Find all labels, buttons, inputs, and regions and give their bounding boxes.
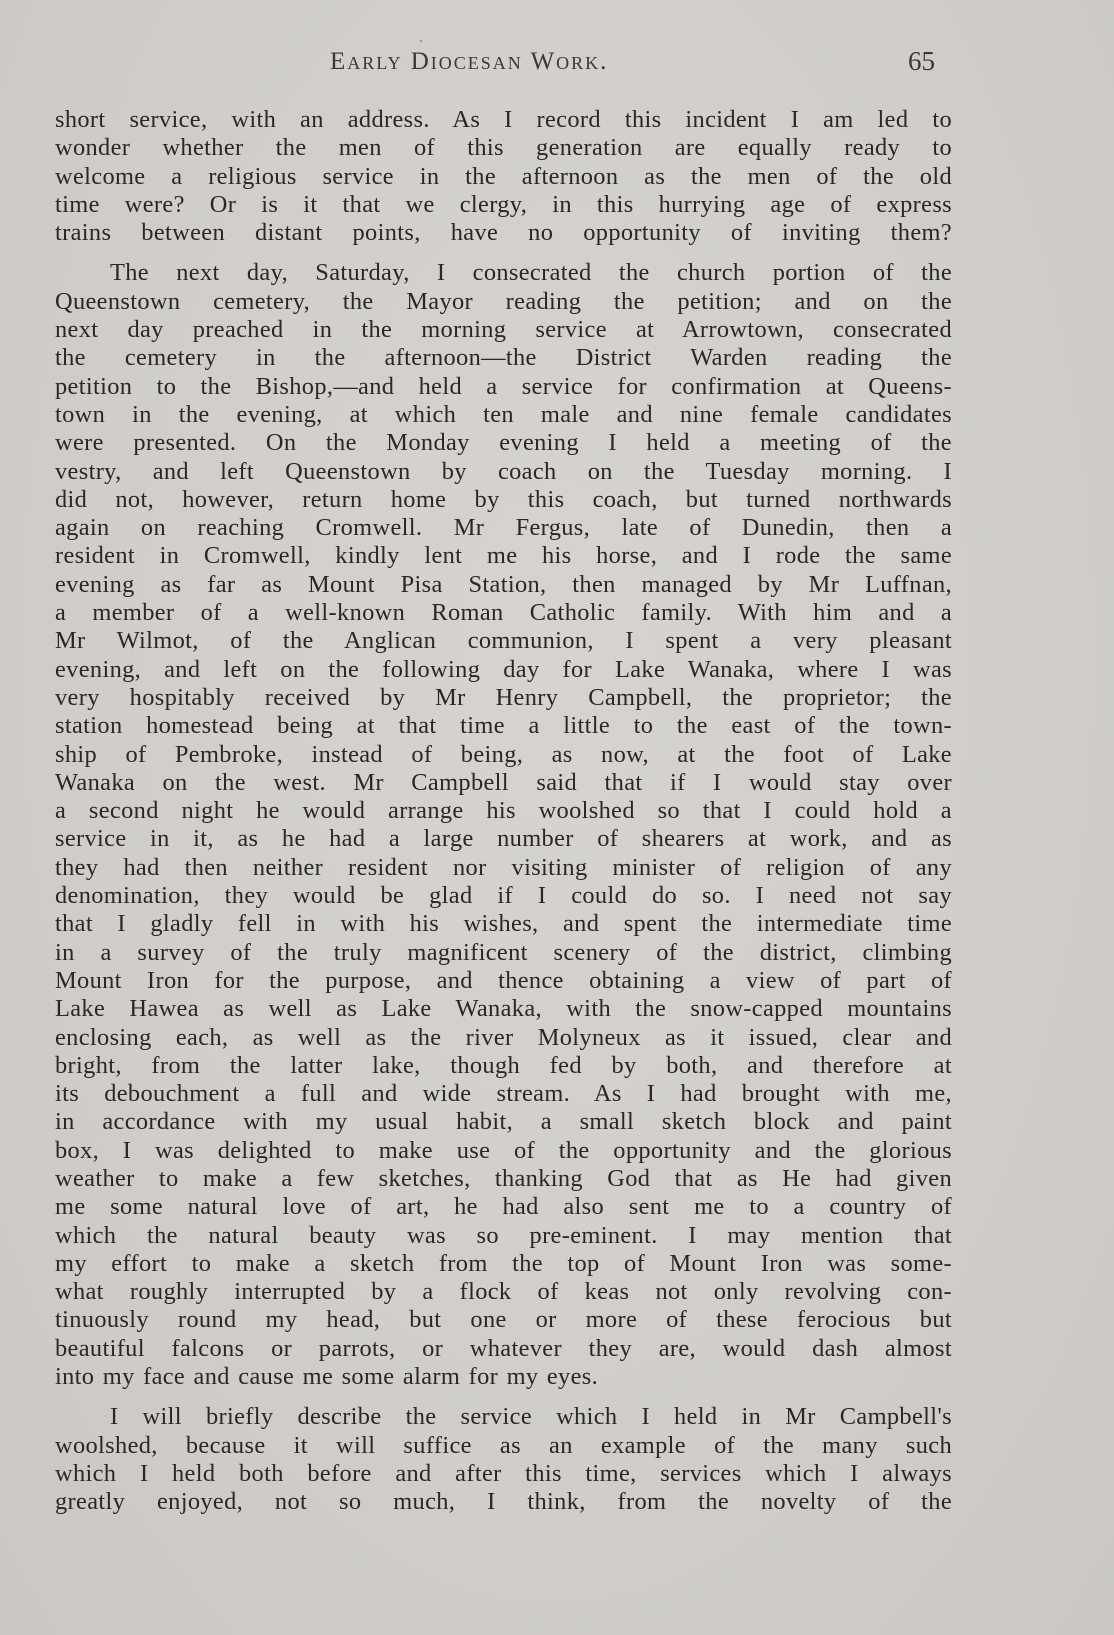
page-number: 65 [908, 46, 935, 76]
text-line: they had then neither resident nor visiting minister of religion of any [55, 853, 952, 881]
text-line: I will briefly describe the service which I held in Mr Campbell's [110, 1403, 952, 1431]
text-line: bright, from the latter lake, though fed by both, and therefore at [55, 1051, 952, 1079]
text-line: again on reaching Cromwell. Mr Fergus, late of Dunedin, then a [55, 514, 952, 542]
text-line: short service, with an address. As I record this incident I am led to [55, 106, 952, 133]
text-line: were presented. On the Monday evening I held a meeting of the [55, 429, 952, 457]
text-line: evening as far as Mount Pisa Station, then managed by Mr Luffnan, [55, 570, 952, 598]
body-text [55, 106, 952, 1517]
text-line: me some natural love of art, he had also sent me to a country of [55, 1193, 952, 1221]
text-line: woolshed, because it will suffice as an example of the many such [55, 1431, 952, 1459]
paragraph-3 [55, 1403, 952, 1516]
text-line: ship of Pembroke, instead of being, as now, at the foot of Lake [55, 740, 952, 768]
text-line: Mount Iron for the purpose, and thence obtaining a view of part of [55, 966, 952, 994]
text-line: Mr Wilmot, of the Anglican communion, I spent a very pleasant [55, 627, 952, 655]
text-line: that I gladly fell in with his wishes, and spent the intermediate time [55, 910, 952, 938]
text-line: into my face and cause me some alarm for my eyes. [55, 1363, 599, 1391]
paper-speck [420, 40, 422, 42]
text-line: station homestead being at that time a little to the east of the town- [55, 712, 952, 740]
text-line: trains between distant points, have no opportunity of inviting them? [55, 219, 952, 247]
text-line: a second night he would arrange his woolshed so that I could hold a [55, 797, 952, 825]
text-line: Lake Hawea as well as Lake Wanaka, with the snow-capped mountains [55, 995, 952, 1023]
text-line: its debouchment a full and wide stream. As I had brought with me, [55, 1080, 952, 1108]
text-line: welcome a religious service in the afternoon as the men of the old [55, 162, 952, 190]
text-line: enclosing each, as well as the river Molyneux as it issued, clear and [55, 1023, 952, 1051]
text-line: evening, and left on the following day for Lake Wanaka, where I was [55, 655, 952, 683]
text-line: town in the evening, at which ten male and nine female candidates [55, 400, 952, 428]
text-line: service in it, as he had a large number of shearers at work, and as [55, 825, 952, 853]
text-line: the cemetery in the afternoon—the District Warden reading the [55, 344, 952, 372]
text-line: my effort to make a sketch from the top of Mount Iron was some- [55, 1249, 952, 1277]
text-line: in accordance with my usual habit, a small sketch block and paint [55, 1108, 952, 1136]
text-line: what roughly interrupted by a flock of keas not only revolving con- [55, 1278, 952, 1306]
text-line: greatly enjoyed, not so much, I think, from the novelty of the [55, 1488, 952, 1516]
text-line: petition to the Bishop,—and held a service for confirmation at Queens- [55, 372, 952, 400]
text-line: time were? Or is it that we clergy, in this hurrying age of express [55, 190, 952, 218]
text-line: resident in Cromwell, kindly lent me his horse, and I rode the same [55, 542, 952, 570]
text-line: in a survey of the truly magnificent scenery of the district, climbing [55, 938, 952, 966]
text-line: The next day, Saturday, I consecrated the church portion of the [110, 259, 952, 287]
text-line: did not, however, return home by this coach, but turned northwards [55, 485, 952, 513]
text-line: which the natural beauty was so pre-eminent. I may mention that [55, 1221, 952, 1249]
running-head-title: Early Diocesan Work. [330, 48, 609, 75]
text-line: beautiful falcons or parrots, or whatever they are, would dash almost [55, 1334, 952, 1362]
text-line: a member of a well-known Roman Catholic family. With him and a [55, 599, 952, 627]
text-line: which I held both before and after this time, services which I always [55, 1459, 952, 1487]
text-line: Queenstown cemetery, the Mayor reading the petition; and on the [55, 287, 952, 315]
text-line: tinuously round my head, but one or more of these ferocious but [55, 1306, 952, 1334]
paragraph-2 [55, 259, 952, 1391]
text-line: next day preached in the morning service at Arrowtown, consecrated [55, 316, 952, 344]
text-line: box, I was delighted to make use of the opportunity and the glorious [55, 1136, 952, 1164]
text-line: Wanaka on the west. Mr Campbell said that if I would stay over [55, 768, 952, 796]
text-line: vestry, and left Queenstown by coach on the Tuesday morning. I [55, 457, 952, 485]
text-line: denomination, they would be glad if I could do so. I need not say [55, 882, 952, 910]
text-line: weather to make a few sketches, thanking God that as He had given [55, 1164, 952, 1192]
paragraph-1 [55, 106, 952, 247]
text-line: wonder whether the men of this generation are equally ready to [55, 134, 952, 162]
text-line: very hospitably received by Mr Henry Campbell, the proprietor; the [55, 683, 952, 711]
